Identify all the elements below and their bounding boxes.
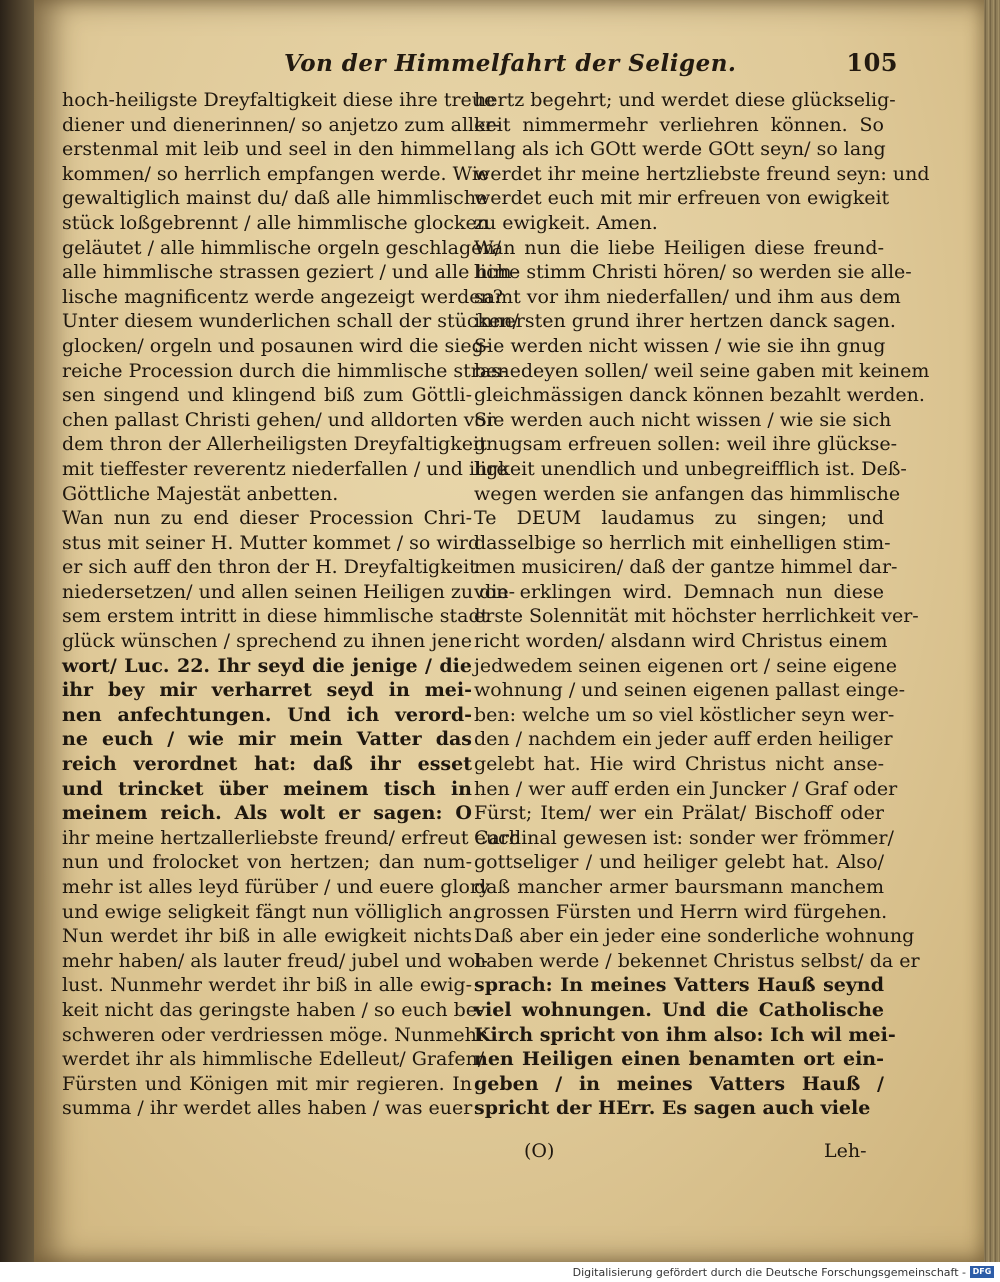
text-line: ben: welche um so viel köstlicher seyn wer- <box>474 703 895 726</box>
text-line: grossen Fürsten und Herrn wird fürgehen. <box>474 900 888 923</box>
text-line: hen / wer auff erden ein Juncker / Graf oder <box>474 777 898 800</box>
text-line: und ewige seligkeit fängt nun völliglich an. <box>62 900 478 923</box>
book-binding <box>0 0 38 1282</box>
catchword: Leh- <box>824 1140 867 1162</box>
running-title: Von der Himmelfahrt der Seligen. <box>284 50 737 77</box>
text-line: Unter diesem wunderlichen schall der stücken/ <box>62 310 519 333</box>
text-line: und trincket über meinem tisch in <box>62 777 472 800</box>
text-line: lische magnificentz werde angezeigt werden? <box>62 285 503 308</box>
text-line: er sich auff den thron der H. Dreyfaltigkeit <box>62 556 477 579</box>
text-line: werdet euch mit mir erfreuen von ewigkeit <box>474 187 890 210</box>
text-line: Wan nun zu end dieser Procession Chri- <box>62 507 472 530</box>
text-line: liche stimm Christi hören/ so werden sie alle- <box>474 261 912 284</box>
text-line: ihr bey mir verharret seyd in mei- <box>62 679 472 702</box>
text-line: Wan nun die liebe Heiligen diese freund- <box>474 236 884 259</box>
text-line: Fürst; Item/ wer ein Prälat/ Bischoff oder <box>474 802 884 825</box>
text-line: stus mit seiner H. Mutter kommet / so wird <box>62 531 480 554</box>
text-line: von erklingen wird. Demnach nun diese <box>474 580 884 603</box>
text-line: Cardinal gewesen ist: sonder wer frömmer/ <box>474 826 894 849</box>
text-line: summa / ihr werdet alles haben / was euer <box>62 1097 473 1120</box>
right-text-column <box>474 88 930 1121</box>
dfg-logo-icon: DFG <box>970 1266 994 1278</box>
text-line: Te DEUM laudamus zu singen; und <box>474 507 884 530</box>
text-line: hoch-heiligste Dreyfaltigkeit diese ihre treue <box>62 89 496 111</box>
text-line: keit nicht das geringste haben / so euch be- <box>62 998 484 1021</box>
text-line: gelebt hat. Hie wird Christus nicht anse- <box>474 753 884 776</box>
text-line: stück loßgebrennt / alle himmlische glocken <box>62 211 489 234</box>
page-number: 105 <box>846 48 898 77</box>
text-line: reich verordnet hat: daß ihr esset <box>62 753 472 776</box>
text-line: glück wünschen / sprechend zu ihnen jene <box>62 630 472 653</box>
text-line: schweren oder verdriessen möge. Nunmehr <box>62 1023 486 1046</box>
text-line: sprach: In meines Vatters Hauß seynd <box>474 974 884 997</box>
text-line: Göttliche Majestät anbetten. <box>62 482 339 505</box>
text-line: keit nimmermehr verliehren können. So <box>474 113 884 136</box>
text-line: lust. Nunmehr werdet ihr biß in alle ewig- <box>62 974 472 997</box>
text-line: mehr haben/ als lauter freud/ jubel und wol- <box>62 949 488 972</box>
text-line: viel wohnungen. Und die Catholische <box>474 998 884 1021</box>
book-page <box>34 0 984 1262</box>
text-line: geläutet / alle himmlische orgeln geschlagen/ <box>62 236 501 259</box>
text-line: gnugsam erfreuen sollen: weil ihre glückse- <box>474 433 898 456</box>
page-edges <box>982 0 1000 1262</box>
text-line: sen singend und klingend biß zum Göttli- <box>62 384 472 407</box>
text-line: meinem reich. Als wolt er sagen: O <box>62 802 472 825</box>
text-line: nun und frolocket von hertzen; dan num- <box>62 851 472 874</box>
text-line: Daß aber ein jeder eine sonderliche wohnung <box>474 925 915 948</box>
text-line: den / nachdem ein jeder auff erden heiliger <box>474 728 893 751</box>
signature-mark: (O) <box>524 1140 555 1162</box>
text-line: reiche Procession durch die himmlische stras- <box>62 359 508 382</box>
text-line: kommen/ so herrlich empfangen werde. Wie <box>62 162 490 185</box>
text-line: wohnung / und seinen eigenen pallast einge- <box>474 679 906 702</box>
text-line: nen anfechtungen. Und ich verord- <box>62 703 472 726</box>
text-line: spricht der HErr. Es sagen auch viele <box>474 1097 871 1120</box>
text-line: mehr ist alles leyd fürüber / und euere glory <box>62 876 490 898</box>
text-line: Kirch spricht von ihm also: Ich wil mei- <box>474 1023 896 1046</box>
text-line: innersten grund ihrer hertzen danck sagen. <box>474 310 896 333</box>
text-line: Fürsten und Königen mit mir regieren. In <box>62 1072 472 1095</box>
text-line: geben / in meines Vatters Hauß / <box>474 1072 884 1095</box>
left-text-column <box>62 88 521 1121</box>
text-line: nen Heiligen einen benamten ort ein- <box>474 1048 884 1071</box>
text-line: niedersetzen/ und allen seinen Heiligen zu die- <box>62 580 516 603</box>
text-line: wegen werden sie anfangen das himmlische <box>474 482 901 505</box>
text-line: glocken/ orgeln und posaunen wird die sieg- <box>62 334 491 357</box>
text-line: ne euch / wie mir mein Vatter das <box>62 728 472 751</box>
text-line: gleichmässigen danck können bezahlt werden. <box>474 384 925 407</box>
text-line: werdet ihr meine hertzliebste freund seyn: und <box>474 162 930 185</box>
text-line: gewaltiglich mainst du/ daß alle himmlische <box>62 187 488 210</box>
text-line: erste Solennität mit höchster herrlichkeit ver- <box>474 605 919 628</box>
text-line: richt worden/ alsdann wird Christus einem <box>474 630 888 653</box>
text-line: dasselbige so herrlich mit einhelligen stim- <box>474 531 891 554</box>
text-line: sem erstem intritt in diese himmlische stadt <box>62 605 489 628</box>
text-line: dem thron der Allerheiligsten Dreyfaltigkeit <box>62 433 487 456</box>
text-line: diener und dienerinnen/ so anjetzo zum aller- <box>62 113 501 136</box>
text-line: benedeyen sollen/ weil seine gaben mit keinem <box>474 359 930 382</box>
text-line: men musiciren/ daß der gantze himmel dar- <box>474 556 898 579</box>
text-line: erstenmal mit leib und seel in den himmel <box>62 138 472 161</box>
text-line: hertz begehrt; und werdet diese glückselig- <box>474 89 896 111</box>
text-line: lang als ich GOtt werde GOtt seyn/ so lang <box>474 138 886 161</box>
funding-credit: Digitalisierung gefördert durch die Deutsche Forschungsgemeinschaft - <box>572 1266 966 1279</box>
text-line: chen pallast Christi gehen/ und alldorten vor <box>62 408 496 431</box>
text-line: Sie werden nicht wissen / wie sie ihn gnug <box>474 334 886 357</box>
text-line: Nun werdet ihr biß in alle ewigkeit nichts <box>62 925 472 948</box>
text-line: ihr meine hertzallerliebste freund/ erfreut euch <box>62 826 521 849</box>
text-line: samt vor ihm niederfallen/ und ihm aus dem <box>474 285 901 308</box>
text-line: haben werde / bekennet Christus selbst/ da er <box>474 949 920 972</box>
text-line: jedwedem seinen eigenen ort / seine eigene <box>474 654 898 677</box>
text-line: mit tieffester reverentz niederfallen / und ihre <box>62 457 508 480</box>
text-line: ligkeit unendlich und unbegreifflich ist. Deß- <box>474 457 907 480</box>
text-line: alle himmlische strassen geziert / und alle him- <box>62 261 519 284</box>
text-line: wort/ Luc. 22. Ihr seyd die jenige / die <box>62 654 472 677</box>
text-line: zu ewigkeit. Amen. <box>474 211 658 234</box>
text-line: werdet ihr als himmlische Edelleut/ Grafen/ <box>62 1048 485 1071</box>
digitization-footer-bar <box>0 1262 1000 1282</box>
text-line: gottseliger / und heiliger gelebt hat. Also/ <box>474 851 884 874</box>
text-line: Sie werden auch nicht wissen / wie sie sich <box>474 408 892 431</box>
running-header <box>284 48 898 86</box>
text-line: daß mancher armer baursmann manchem <box>474 876 884 898</box>
